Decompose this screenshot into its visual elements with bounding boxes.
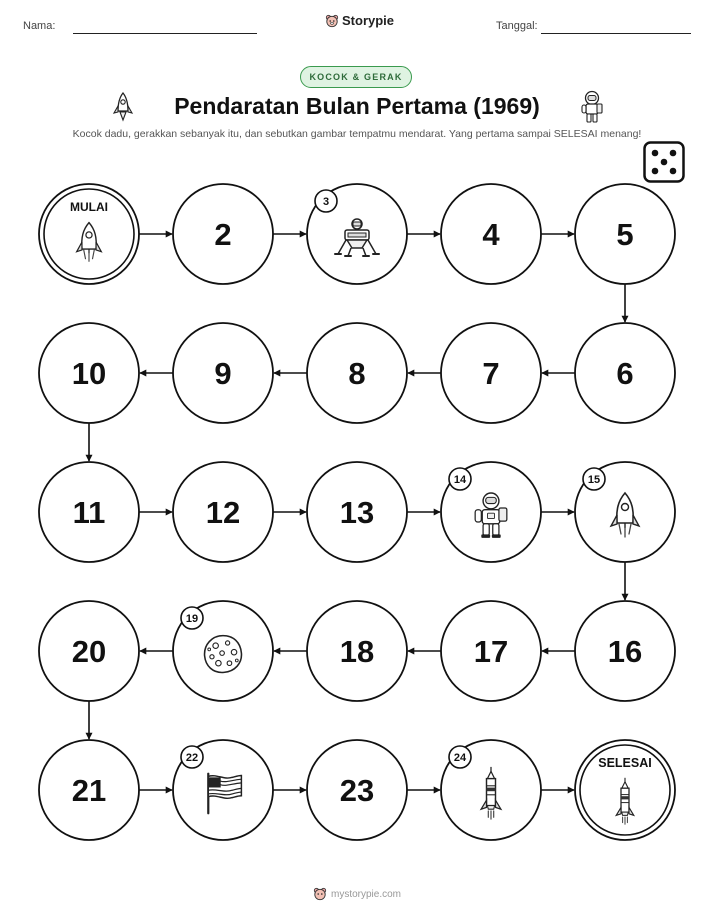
space-24 (441, 740, 541, 840)
brand-name: Storypie (342, 13, 395, 28)
space-18 (307, 601, 407, 701)
space-21 (39, 740, 139, 840)
space-4 (441, 184, 541, 284)
space-number: 15 (587, 474, 601, 486)
space-number: 12 (205, 495, 241, 530)
space-6 (575, 323, 675, 423)
space-number: 18 (339, 634, 375, 669)
name-label: Nama: (23, 20, 56, 32)
space-number: 7 (482, 356, 500, 391)
space-17 (441, 601, 541, 701)
bear-mascot-icon (313, 887, 327, 901)
activity-badge: KOCOK & GERAK (300, 66, 412, 88)
space-5 (575, 184, 675, 284)
space-13 (307, 462, 407, 562)
space-7 (441, 323, 541, 423)
space-start (39, 184, 139, 284)
space-number: 22 (185, 752, 199, 764)
space-number: 21 (71, 773, 107, 808)
space-number: 16 (607, 634, 643, 669)
footer (0, 887, 714, 901)
space-number: 9 (214, 356, 232, 391)
space-12 (173, 462, 273, 562)
space-16 (575, 601, 675, 701)
space-11 (39, 462, 139, 562)
space-number: 5 (616, 217, 634, 252)
space-number: 4 (482, 217, 500, 252)
space-14 (441, 462, 541, 562)
space-finish (575, 740, 675, 840)
space-number: 10 (71, 356, 107, 391)
space-19 (173, 601, 273, 701)
footer-url: mystorypie.com (330, 888, 401, 900)
space-8 (307, 323, 407, 423)
space-number: 17 (473, 634, 509, 669)
space-number: 11 (72, 495, 106, 530)
space-number: 20 (71, 634, 107, 669)
space-3 (307, 184, 407, 284)
space-label: MULAI (70, 200, 108, 214)
space-15 (575, 462, 675, 562)
space-label: SELESAI (598, 756, 652, 770)
page-title: Pendaratan Bulan Pertama (1969) (174, 93, 540, 119)
moon-rock-icon (205, 636, 242, 673)
date-label: Tanggal: (496, 20, 538, 32)
space-number: 2 (214, 217, 232, 252)
space-20 (39, 601, 139, 701)
space-number: 6 (616, 356, 634, 391)
space-number: 14 (453, 474, 467, 486)
space-number: 19 (185, 613, 199, 625)
space-number: 13 (339, 495, 375, 530)
space-number: 24 (453, 752, 467, 764)
space-2 (173, 184, 273, 284)
space-number: 8 (348, 356, 366, 391)
space-22 (173, 740, 273, 840)
space-9 (173, 323, 273, 423)
space-number: 3 (322, 196, 330, 208)
space-23 (307, 740, 407, 840)
space-10 (39, 323, 139, 423)
instructions: Kocok dadu, gerakkan sebanyak itu, dan sebutkan gambar tempatmu mendarat. Yang pertama sampai SELESAI menang! (72, 128, 642, 140)
space-number: 23 (339, 773, 375, 808)
